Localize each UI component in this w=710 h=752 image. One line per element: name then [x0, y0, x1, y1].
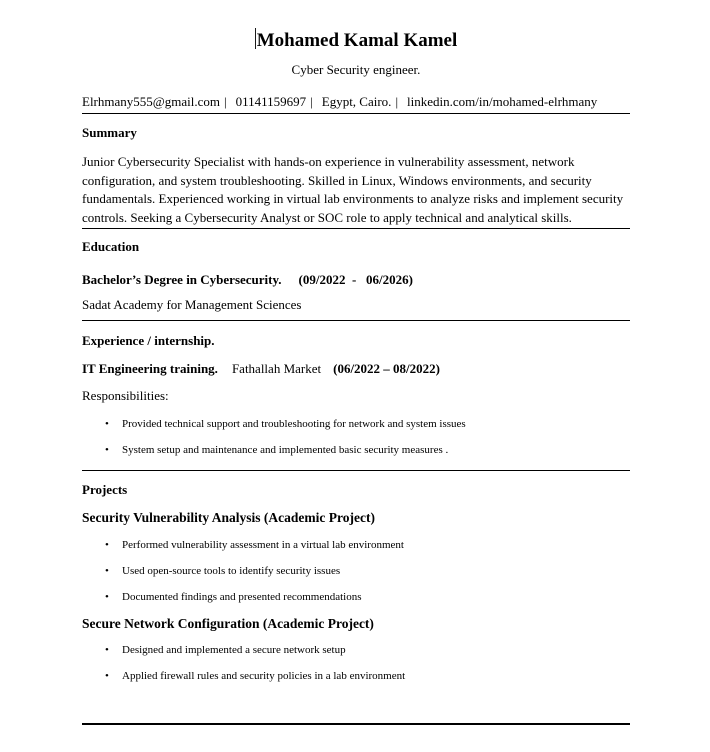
education-dates: (09/2022 - 06/2026) [298, 272, 413, 287]
experience-job-line [82, 362, 630, 376]
company-name: Fathallah Market [231, 361, 322, 376]
separator: | [310, 94, 313, 109]
list-item [82, 444, 630, 457]
bullet-text: Used open-source tools to identify security issues [122, 565, 341, 577]
job-title: IT Engineering training. [82, 361, 218, 376]
bullet-text: Applied firewall rules and security policies in a lab environment [122, 670, 406, 682]
contact-line [82, 95, 630, 114]
bullet-icon: • [105, 670, 109, 682]
phone-text: 01141159697 [235, 94, 307, 109]
list-item [82, 565, 630, 578]
linkedin-text: linkedin.com/in/mohamed-elrhmany [407, 94, 598, 109]
candidate-name: Mohamed Kamal Kamel [256, 30, 458, 51]
project-title: Security Vulnerability Analysis (Academic Project) [82, 510, 375, 525]
location-text: Egypt, Cairo. [321, 94, 392, 109]
project-bullet-list [82, 644, 630, 683]
page-title [82, 28, 630, 51]
section-heading-projects: Projects [82, 482, 128, 497]
bullet-icon: • [105, 644, 109, 656]
education-degree-line [82, 273, 630, 287]
section-heading-education: Education [82, 239, 140, 254]
project-bullet-list [82, 539, 630, 604]
text-cursor-caret [255, 28, 256, 49]
separator: | [223, 94, 227, 109]
bullet-text: System setup and maintenance and implemented basic security measures . [122, 444, 449, 456]
section-divider [82, 228, 630, 229]
section-heading-summary: Summary [82, 125, 137, 140]
degree-text: Bachelor’s Degree in Cybersecurity. [82, 272, 282, 287]
email-text: Elrhmany555@gmail.com [82, 94, 220, 109]
responsibilities-label: Responsibilities: [82, 388, 169, 403]
experience-bullet-list [82, 418, 630, 457]
bullet-icon: • [105, 539, 109, 551]
summary-paragraph: Junior Cybersecurity Specialist with hands-on experience in vulnerability assessment, network configuration, and system troubleshooting. Skilled in Linux, Windows environments, and security fundamentals. Experienced working in virtual lab environments to analyze risks and implement security controls. Seeking a Cybersecurity Analyst or SOC role to apply technical and analytical skills. [82, 154, 624, 225]
bullet-icon: • [105, 418, 109, 430]
list-item [82, 670, 630, 683]
list-item [82, 418, 630, 431]
bullet-text: Performed vulnerability assessment in a virtual lab environment [122, 539, 404, 551]
section-divider [82, 320, 630, 321]
list-item [82, 539, 630, 552]
bullet-icon: • [105, 444, 109, 456]
bullet-text: Designed and implemented a secure network setup [122, 644, 346, 656]
bullet-text: Provided technical support and troubleshooting for network and system issues [122, 418, 466, 430]
list-item [82, 644, 630, 657]
section-heading-experience: Experience / internship. [82, 333, 215, 348]
separator: | [395, 94, 399, 109]
bullet-icon: • [105, 591, 109, 603]
bullet-icon: • [105, 565, 109, 577]
education-school: Sadat Academy for Management Sciences [82, 297, 302, 312]
bullet-text: Documented findings and presented recommendations [122, 591, 362, 603]
list-item [82, 591, 630, 604]
candidate-role: Cyber Security engineer. [291, 62, 421, 77]
section-divider [82, 470, 630, 471]
page-bottom-divider [82, 723, 630, 725]
project-title: Secure Network Configuration (Academic Project) [82, 616, 374, 631]
experience-dates: (06/2022 – 08/2022) [333, 361, 440, 376]
